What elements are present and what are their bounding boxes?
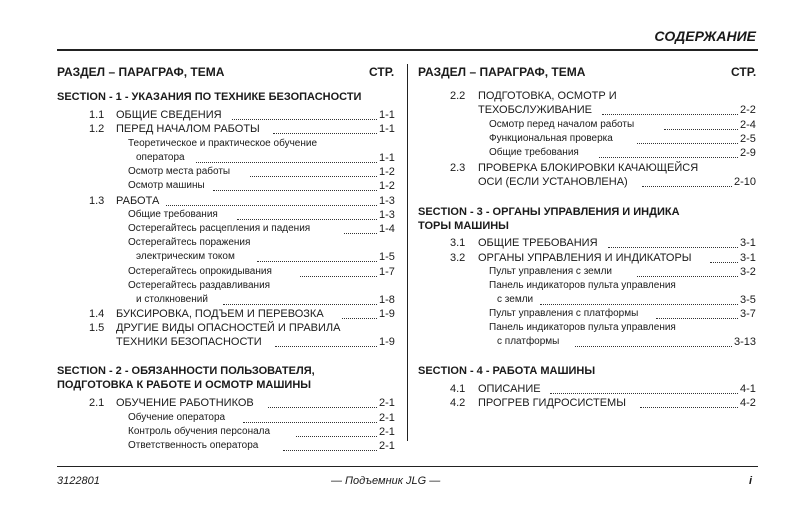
toc-page[interactable]: 2-1	[379, 397, 395, 409]
toc-entry-title[interactable]: ДРУГИЕ ВИДЫ ОПАСНОСТЕЙ И ПРАВИЛА	[116, 322, 341, 334]
toc-page[interactable]: 2-2	[740, 104, 756, 116]
toc-number: 2.1	[89, 397, 105, 409]
toc-subentry-title[interactable]: Общие требования	[128, 209, 218, 220]
toc-page[interactable]: 1-1	[379, 152, 395, 164]
dot-leader	[640, 407, 738, 408]
toc-subentry-title[interactable]: Обучение оператора	[128, 412, 226, 423]
column-divider	[407, 64, 408, 441]
dot-leader	[637, 143, 738, 144]
toc-subentry-title[interactable]: с платформы	[497, 336, 560, 347]
toc-page[interactable]: 2-9	[740, 147, 756, 159]
toc-number: 1.2	[89, 123, 105, 135]
toc-page[interactable]: 1-1	[379, 109, 395, 121]
toc-page[interactable]: 3-2	[740, 266, 756, 278]
toc-page[interactable]: 2-5	[740, 133, 756, 145]
column-page-heading: СТР.	[731, 65, 757, 79]
toc-page[interactable]: 3-7	[740, 308, 756, 320]
dot-leader	[344, 233, 377, 234]
footer-title: — Подъемник JLG —	[331, 475, 441, 487]
toc-page[interactable]: 1-4	[379, 223, 395, 235]
toc-entry-title[interactable]: ПОДГОТОВКА, ОСМОТР И	[478, 90, 617, 102]
toc-page[interactable]: 1-2	[379, 180, 395, 192]
toc-page[interactable]: 1-3	[379, 195, 395, 207]
toc-subentry-title[interactable]: Панель индикаторов пульта управления	[489, 280, 676, 291]
dot-leader	[166, 205, 377, 206]
dot-leader	[257, 261, 377, 262]
toc-page[interactable]: 3-13	[734, 336, 757, 348]
toc-entry-title[interactable]: ОБЩИЕ СВЕДЕНИЯ	[116, 109, 222, 121]
toc-subentry-title[interactable]: Теоретическое и практическое обучение	[128, 138, 318, 149]
toc-entry-title[interactable]: ОПИСАНИЕ	[478, 383, 541, 395]
page-number: i	[749, 475, 753, 487]
dot-leader	[540, 304, 738, 305]
dot-leader	[602, 114, 738, 115]
toc-number: 1.5	[89, 322, 105, 334]
toc-subentry-title[interactable]: Пульт управления с земли	[489, 266, 613, 277]
toc-entry-title[interactable]: РАБОТА	[116, 195, 160, 207]
dot-leader	[637, 276, 738, 277]
toc-number: 3.1	[450, 237, 466, 249]
toc-subentry-title[interactable]: Осмотр перед началом работы	[489, 119, 635, 130]
toc-page[interactable]: 1-8	[379, 294, 395, 306]
dot-leader	[300, 276, 377, 277]
dot-leader	[550, 393, 738, 394]
dot-leader	[575, 346, 732, 347]
toc-subentry-title[interactable]: Остерегайтесь расцепления и падения	[128, 223, 311, 234]
toc-page[interactable]: 1-3	[379, 209, 395, 221]
toc-number: 1.4	[89, 308, 105, 320]
toc-entry-title[interactable]: ПРОГРЕВ ГИДРОСИСТЕМЫ	[478, 397, 626, 409]
toc-subentry-title[interactable]: Пульт управления с платформы	[489, 308, 639, 319]
doc-number: 3122801	[57, 475, 100, 487]
toc-entry-title[interactable]: ПРОВЕРКА БЛОКИРОВКИ КАЧАЮЩЕЙСЯ	[478, 162, 699, 174]
toc-page[interactable]: 1-1	[379, 123, 395, 135]
toc-page[interactable]: 1-9	[379, 308, 395, 320]
toc-subentry-title[interactable]: Остерегайтесь раздавливания	[128, 280, 271, 291]
section-heading: SECTION - 3 - ОРГАНЫ УПРАВЛЕНИЯ И ИНДИКА	[418, 206, 680, 218]
toc-page[interactable]: 1-9	[379, 336, 395, 348]
dot-leader	[268, 407, 377, 408]
section-heading: ПОДГОТОВКА К РАБОТЕ И ОСМОТР МАШИНЫ	[57, 379, 312, 391]
toc-page[interactable]: 3-5	[740, 294, 756, 306]
section-heading: SECTION - 1 - УКАЗАНИЯ ПО ТЕХНИКЕ БЕЗОПАСНОСТИ	[57, 91, 362, 103]
dot-leader	[296, 436, 377, 437]
toc-subentry-title[interactable]: оператора	[136, 152, 185, 163]
toc-page[interactable]: 1-7	[379, 266, 395, 278]
toc-entry-title[interactable]: ПЕРЕД НАЧАЛОМ РАБОТЫ	[116, 123, 260, 135]
toc-page[interactable]: 2-1	[379, 426, 395, 438]
dot-leader	[608, 247, 738, 248]
toc-entry-title[interactable]: ТЕХНИКИ БЕЗОПАСНОСТИ	[116, 336, 262, 348]
dot-leader	[599, 157, 738, 158]
dot-leader	[283, 450, 377, 451]
toc-page[interactable]: 4-1	[740, 383, 756, 395]
toc-entry-title[interactable]: ОБУЧЕНИЕ РАБОТНИКОВ	[116, 397, 254, 409]
toc-subentry-title[interactable]: и столкновений	[136, 294, 208, 305]
dot-leader	[232, 119, 377, 120]
toc-subentry-title[interactable]: Осмотр машины	[128, 180, 205, 191]
column-heading: РАЗДЕЛ – ПАРАГРАФ, ТЕМА	[57, 65, 225, 79]
dot-leader	[250, 176, 377, 177]
toc-entry-title[interactable]: ОБЩИЕ ТРЕБОВАНИЯ	[478, 237, 598, 249]
toc-page[interactable]: 2-1	[379, 440, 395, 452]
toc-number: 4.1	[450, 383, 466, 395]
header-rule	[57, 49, 758, 51]
toc-subentry-title[interactable]: Остерегайтесь поражения	[128, 237, 251, 248]
footer-rule	[57, 466, 758, 467]
toc-entry-title[interactable]: ОСИ (ЕСЛИ УСТАНОВЛЕНА)	[478, 176, 628, 188]
toc-subentry-title[interactable]: Ответственность оператора	[128, 440, 259, 451]
section-heading: ТОРЫ МАШИНЫ	[418, 220, 509, 232]
toc-page[interactable]: 4-2	[740, 397, 756, 409]
toc-entry-title[interactable]: БУКСИРОВКА, ПОДЪЕМ И ПЕРЕВОЗКА	[116, 308, 324, 320]
dot-leader	[273, 133, 377, 134]
page-title: СОДЕРЖАНИЕ	[654, 28, 756, 44]
toc-subentry-title[interactable]: Общие требования	[489, 147, 579, 158]
toc-page[interactable]: 2-1	[379, 412, 395, 424]
toc-subentry-title[interactable]: Панель индикаторов пульта управления	[489, 322, 676, 333]
toc-page[interactable]: 2-10	[734, 176, 757, 188]
toc-entry-title[interactable]: ТЕХОБСЛУЖИВАНИЕ	[478, 104, 593, 116]
toc-page[interactable]: 3-1	[740, 252, 756, 264]
dot-leader	[275, 346, 377, 347]
toc-page[interactable]: 2-4	[740, 119, 756, 131]
section-heading: SECTION - 4 - РАБОТА МАШИНЫ	[418, 365, 596, 377]
toc-number: 2.3	[450, 162, 466, 174]
toc-page[interactable]: 1-2	[379, 166, 395, 178]
toc-number: 3.2	[450, 252, 466, 264]
toc-subentry-title[interactable]: Контроль обучения персонала	[128, 426, 271, 437]
toc-number: 2.2	[450, 90, 466, 102]
toc-page[interactable]: 1-5	[379, 251, 395, 263]
toc-page[interactable]: 3-1	[740, 237, 756, 249]
dot-leader	[664, 129, 738, 130]
section-heading: SECTION - 2 - ОБЯЗАННОСТИ ПОЛЬЗОВАТЕЛЯ,	[57, 365, 315, 377]
column-heading: РАЗДЕЛ – ПАРАГРАФ, ТЕМА	[418, 65, 586, 79]
dot-leader	[223, 304, 377, 305]
toc-subentry-title[interactable]: с земли	[497, 294, 534, 305]
toc-subentry-title[interactable]: Функциональная проверка	[489, 133, 613, 144]
toc-entry-title[interactable]: ОРГАНЫ УПРАВЛЕНИЯ И ИНДИКАТОРЫ	[478, 252, 692, 264]
toc-number: 1.3	[89, 195, 105, 207]
dot-leader	[342, 318, 377, 319]
toc-subentry-title[interactable]: Остерегайтесь опрокидывания	[128, 266, 272, 277]
toc-subentry-title[interactable]: электрическим током	[136, 251, 235, 262]
dot-leader	[243, 422, 377, 423]
dot-leader	[656, 318, 738, 319]
toc-number: 1.1	[89, 109, 105, 121]
toc-subentry-title[interactable]: Осмотр места работы	[128, 166, 231, 177]
dot-leader	[196, 162, 377, 163]
dot-leader	[642, 186, 732, 187]
dot-leader	[237, 219, 377, 220]
dot-leader	[710, 262, 738, 263]
column-page-heading: СТР.	[369, 65, 395, 79]
toc-number: 4.2	[450, 397, 466, 409]
dot-leader	[213, 190, 377, 191]
